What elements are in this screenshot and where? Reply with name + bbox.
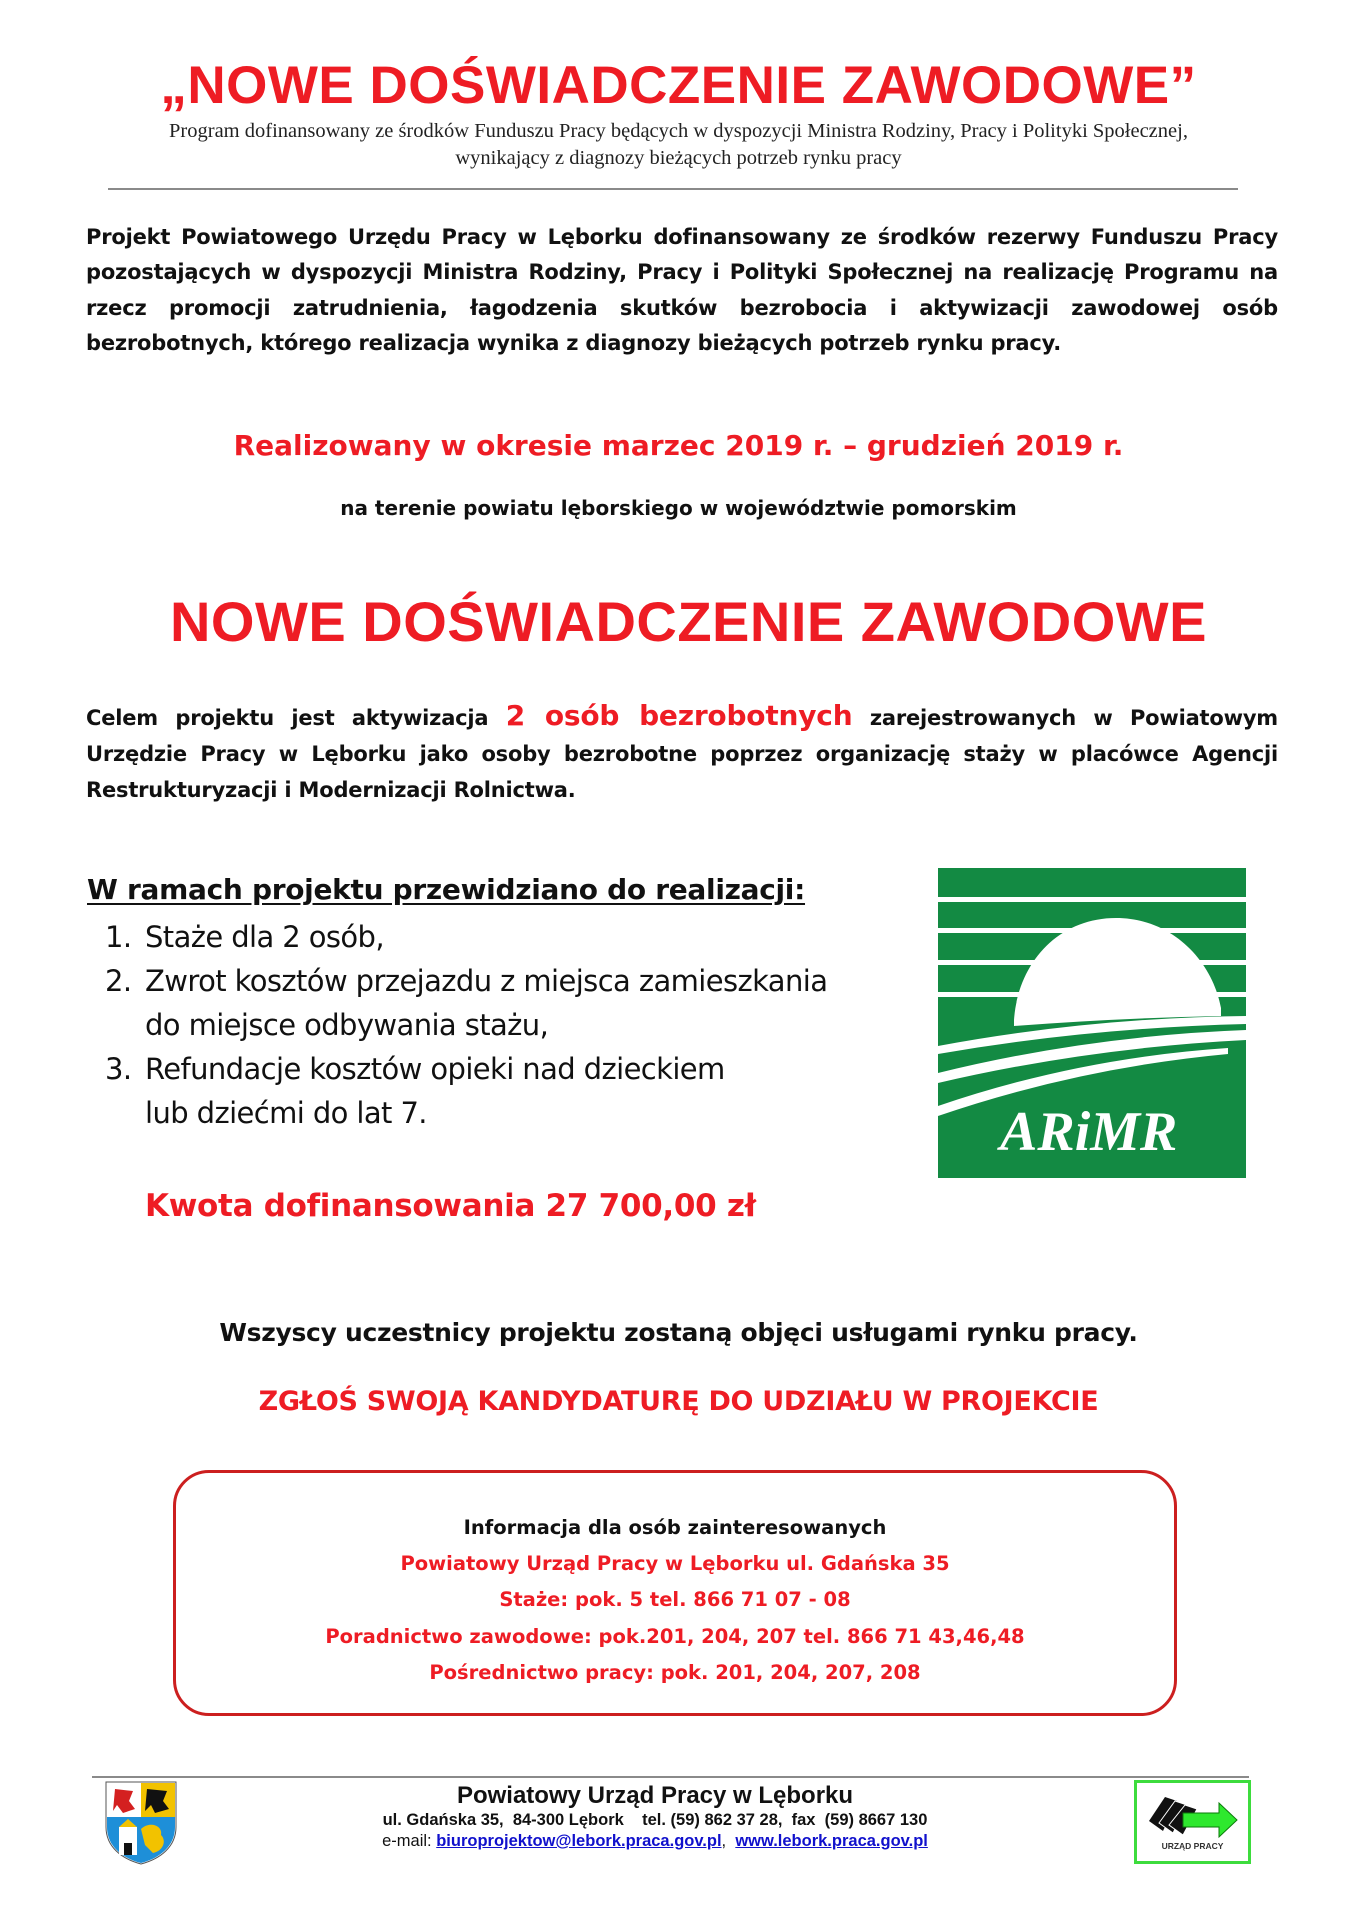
plan-list <box>105 915 905 1135</box>
project-period: Realizowany w okresie marzec 2019 r. – grudzień 2019 r. <box>233 429 1124 462</box>
footer-address: ul. Gdańska 35, 84-300 Lębork tel. (59) 862 37 28, fax (59) 8667 130 <box>382 1811 928 1829</box>
info-box-content <box>173 1510 1177 1691</box>
footer-contact <box>180 1782 1130 1852</box>
urzad-pracy-label: URZĄD PRACY <box>1161 1841 1224 1851</box>
email-link[interactable]: biuroprojektow@lebork.praca.gov.pl <box>436 1832 722 1850</box>
plan-title: W ramach projektu przewidziano do realizacji: <box>87 873 806 906</box>
project-goal-paragraph <box>86 698 1278 808</box>
plan-item-number: 2. <box>105 964 132 998</box>
call-to-action: ZGŁOŚ SWOJĄ KANDYDATURĘ DO UDZIAŁU W PROJEKCIE <box>258 1386 1099 1417</box>
plan-item-number: 3. <box>105 1052 132 1086</box>
plan-item-line: Refundacje kosztów opieki nad dzieckiem <box>145 1052 725 1086</box>
document-title: „NOWE DOŚWIADCZENIE ZAWODOWE” <box>160 56 1197 115</box>
info-line-job-placement: Pośrednictwo pracy: pok. 201, 204, 207, 208 <box>429 1660 921 1684</box>
goal-text-after: zarejestrowanych w Powiatowym Urzędzie Pracy w Lęborku jako osoby bezrobotne poprzez organizację staży w placówce Agencji Restrukturyzacji i Modernizacji Rolnictwa. <box>86 706 1278 802</box>
info-title: Informacja dla osób zainteresowanych <box>463 1516 887 1539</box>
funding-amount: Kwota dofinansowania 27 700,00 zł <box>145 1188 756 1224</box>
goal-highlight: 2 osób bezrobotnych <box>505 699 853 732</box>
main-heading: NOWE DOŚWIADCZENIE ZAWODOWE <box>169 590 1207 653</box>
plan-item-line: Zwrot kosztów przejazdu z miejsca zamieszkania <box>145 964 828 998</box>
participants-statement: Wszyscy uczestnicy projektu zostaną objęci usługami rynku pracy. <box>219 1318 1138 1347</box>
website-link[interactable]: www.lebork.praca.gov.pl <box>735 1832 928 1850</box>
urzad-pracy-logo <box>1134 1780 1251 1864</box>
info-line-career-counseling: Poradnictwo zawodowe: pok.201, 204, 207 tel. 866 71 43,46,48 <box>325 1624 1025 1648</box>
plan-item-text <box>145 1047 725 1135</box>
subtitle-line-1: Program dofinansowany ze środków Funduszu Pracy będących w dyspozycji Ministra Rodziny, Pracy i Polityki Społecznej, <box>169 120 1188 142</box>
arimr-logo-icon <box>938 868 1246 1178</box>
project-area: na terenie powiatu lęborskiego w województwie pomorskim <box>340 496 1017 520</box>
footer-email-line <box>180 1831 1130 1852</box>
goal-text-before: Celem projektu jest aktywizacja <box>86 706 506 730</box>
intro-paragraph: Projekt Powiatowego Urzędu Pracy w Lęborku dofinansowany ze środków rezerwy Funduszu Pracy pozostających w dyspozycji Ministra Rodziny, Pracy i Polityki Społecznej na realizację Programu na rzecz promocji zatrudnienia, łagodzenia skutków bezrobocia i aktywizacji zawodowej osób bezrobotnych, którego realizacja wynika z diagnozy bieżących potrzeb rynku pracy. <box>86 225 1278 355</box>
plan-item-text <box>145 959 827 1047</box>
footer-divider <box>92 1776 1249 1778</box>
svg-text:ARiMR: ARiMR <box>1000 1101 1178 1163</box>
header-divider <box>108 188 1238 190</box>
plan-item-line: do miejsce odbywania stażu, <box>145 1008 549 1042</box>
plan-item <box>105 959 905 1047</box>
email-label: e-mail: <box>382 1832 437 1850</box>
subtitle-line-2: wynikający z diagnozy bieżących potrzeb rynku pracy <box>455 147 902 169</box>
plan-item-line: Staże dla 2 osób, <box>145 920 384 954</box>
info-line-internships: Staże: pok. 5 tel. 866 71 07 - 08 <box>499 1588 851 1612</box>
arimr-logo <box>938 868 1246 1178</box>
plan-item-text <box>145 915 384 959</box>
plan-item <box>105 1047 905 1135</box>
plan-item-line: lub dziećmi do lat 7. <box>145 1096 427 1130</box>
plan-item <box>105 915 905 959</box>
link-separator: , <box>721 1832 736 1850</box>
coat-of-arms-icon <box>105 1781 177 1865</box>
program-subtitle <box>60 118 1297 172</box>
footer-office-name: Powiatowy Urząd Pracy w Lęborku <box>456 1782 854 1809</box>
info-line-address: Powiatowy Urząd Pracy w Lęborku ul. Gdańska 35 <box>400 1552 950 1576</box>
plan-item-number: 1. <box>105 920 132 954</box>
